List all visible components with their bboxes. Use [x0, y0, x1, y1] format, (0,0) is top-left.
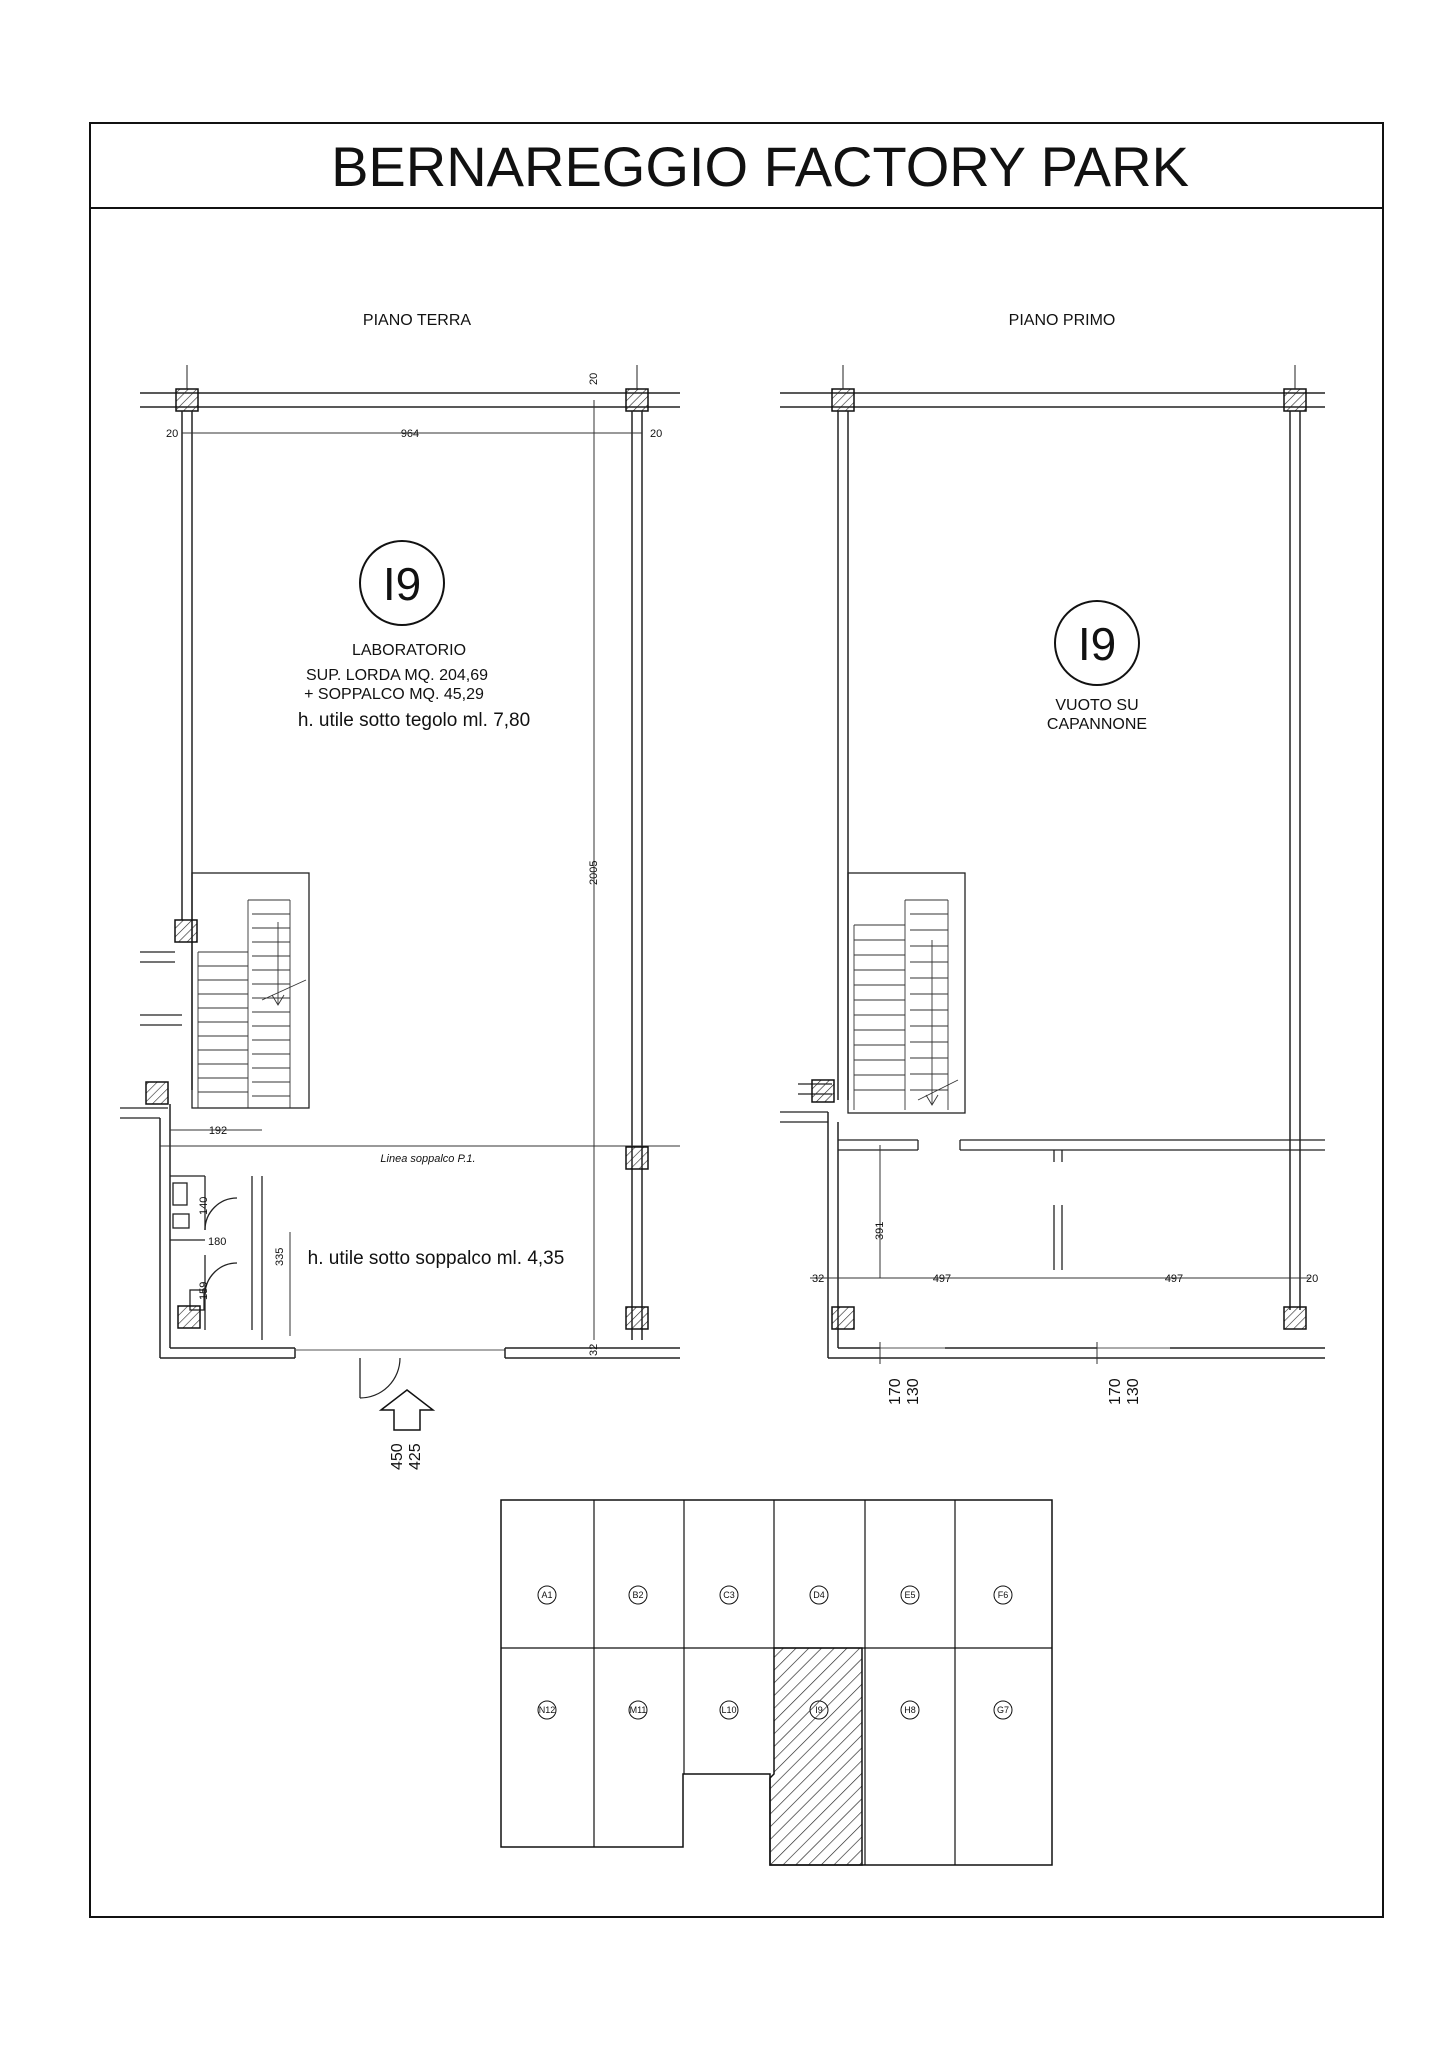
- dim-right-wall: 20: [1306, 1273, 1319, 1285]
- dim-bath-w: 140: [198, 1196, 210, 1215]
- column: [1284, 1307, 1306, 1329]
- ground-floor-heading: PIANO TERRA: [362, 312, 472, 329]
- key-unit-label: L10: [721, 1705, 737, 1715]
- dim-window-1-b: 130: [905, 1378, 922, 1405]
- key-unit-label: B2: [632, 1590, 644, 1600]
- dim-window-2-b: 130: [1125, 1378, 1142, 1405]
- column: [626, 1307, 648, 1329]
- column: [175, 920, 197, 942]
- use-label: LABORATORIO: [351, 642, 467, 659]
- column: [178, 1306, 200, 1328]
- dim-width-b: 497: [1164, 1273, 1184, 1285]
- dim-door-b: 425: [407, 1443, 424, 1470]
- dim-window-1-a: 170: [887, 1378, 904, 1405]
- height-under-roof: h. utile sotto tegolo ml. 7,80: [297, 710, 531, 731]
- unit-number: I9: [382, 558, 422, 610]
- dim-depth: 2005: [588, 860, 600, 885]
- dim-left-wall: 32: [812, 1273, 825, 1285]
- column: [832, 1307, 854, 1329]
- dim-room-depth: 391: [874, 1221, 886, 1240]
- column: [1284, 389, 1306, 411]
- key-plan: [501, 1500, 1052, 1865]
- key-unit-label: M11: [629, 1705, 647, 1715]
- key-unit-label: D4: [813, 1590, 825, 1600]
- column: [626, 389, 648, 411]
- dim-width-a: 497: [932, 1273, 952, 1285]
- key-unit-label: F6: [997, 1590, 1009, 1600]
- key-unit-label: E5: [904, 1590, 916, 1600]
- staircase: [192, 873, 309, 1108]
- column: [812, 1080, 834, 1102]
- entrance-arrow: [381, 1390, 433, 1430]
- first-floor-heading: PIANO PRIMO: [1008, 312, 1116, 329]
- column: [146, 1082, 168, 1104]
- dim-stair-offset: 192: [208, 1125, 228, 1137]
- dim-top-width: 964: [400, 428, 420, 440]
- dim-wall-top: 20: [588, 372, 600, 385]
- key-unit-label: A1: [541, 1590, 553, 1600]
- gross-area: SUP. LORDA MQ. 204,69: [305, 667, 489, 684]
- sheet-title: BERNAREGGIO FACTORY PARK: [331, 135, 1189, 198]
- dim-window-2-a: 170: [1107, 1378, 1124, 1405]
- column: [832, 389, 854, 411]
- dim-wall-left: 20: [166, 428, 179, 440]
- mezzanine-line-label: Linea soppalco P.1.: [380, 1153, 476, 1165]
- ground-floor-plan: [120, 312, 680, 1470]
- key-unit-label: N12: [538, 1705, 556, 1715]
- dim-wall-bottom: 32: [588, 1343, 600, 1356]
- key-unit-label: G7: [996, 1705, 1010, 1715]
- column: [626, 1147, 648, 1169]
- mezzanine-area: + SOPPALCO MQ. 45,29: [304, 686, 484, 703]
- dim-wall-right: 20: [650, 428, 663, 440]
- dim-door-a: 450: [389, 1443, 406, 1470]
- void-note-line-2: CAPANNONE: [1046, 716, 1148, 733]
- height-under-mezzanine: h. utile sotto soppalco ml. 4,35: [307, 1248, 565, 1269]
- key-unit-label: I9: [815, 1705, 823, 1715]
- column: [176, 389, 198, 411]
- unit-number: I9: [1077, 618, 1117, 670]
- staircase: [848, 873, 965, 1113]
- dim-bath-d: 180: [208, 1236, 227, 1248]
- void-note-line-1: VUOTO SU: [1055, 697, 1139, 714]
- key-unit-label: H8: [904, 1705, 916, 1715]
- key-unit-highlight: [770, 1648, 862, 1865]
- dim-bath-small: 159: [198, 1281, 210, 1300]
- key-unit-label: C3: [723, 1590, 735, 1600]
- dim-mezz-depth: 335: [274, 1247, 286, 1266]
- first-floor-plan: [780, 312, 1325, 1405]
